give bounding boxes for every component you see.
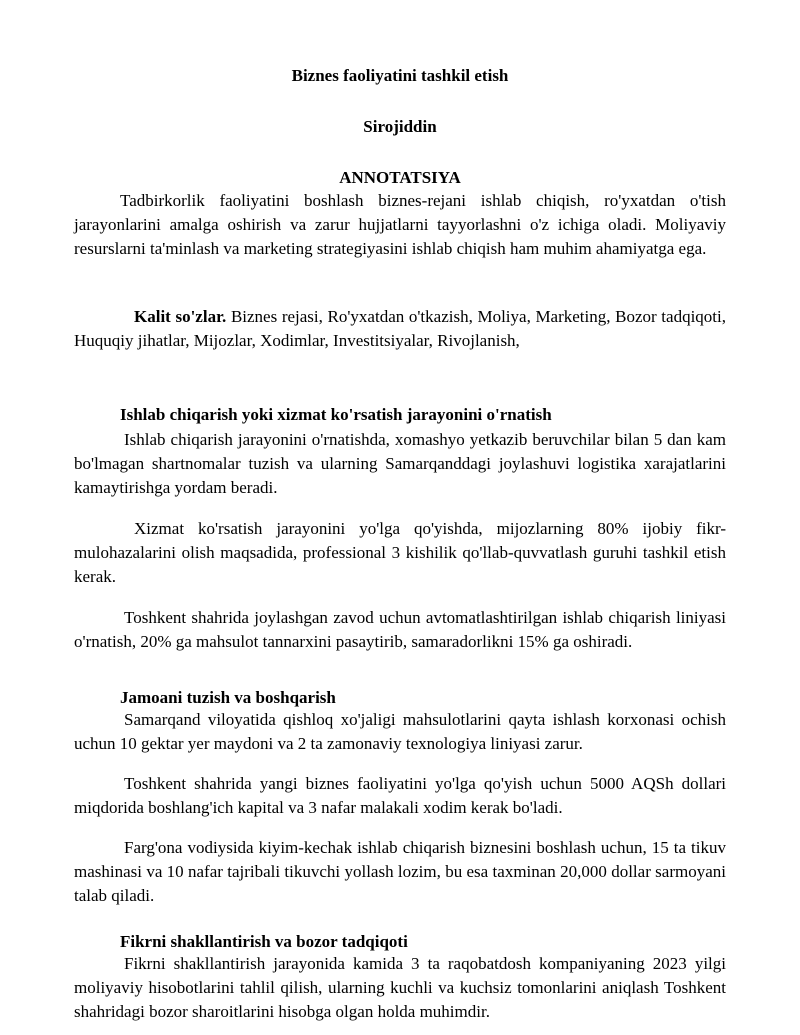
keywords-paragraph	[74, 305, 726, 353]
section-paragraph: Ishlab chiqarish jarayonini o'rnatishda, xomashyo yetkazib beruvchilar bilan 5 dan kam bo'lmagan shartnomalar tuzish va ularning Samarqanddagi joylashuvi logistika xarajatlarini kamaytirishga yordam beradi.	[74, 430, 726, 497]
section-paragraph: Toshkent shahrida yangi biznes faoliyatini yo'lga qo'yish uchun 5000 AQSh dollari miqdorida boshlang'ich kapital va 3 nafar malakali xodim kerak bo'ladi.	[74, 774, 726, 817]
section-paragraph: Xizmat ko'rsatish jarayonini yo'lga qo'yishda, mijozlarning 80% ijobiy fikr-mulohazalarini olish maqsadida, professional 3 kishilik qo'llab-quvvatlash guruhi tashkil etish kerak.	[74, 519, 726, 586]
abstract-paragraph: Tadbirkorlik faoliyatini boshlash biznes-rejani ishlab chiqish, ro'yxatdan o'tish jarayonlarini amalga oshirish va zarur hujjatlarni tayyorlashni o'z ichiga oladi. Moliyaviy resurslarni ta'minlash va marketing strategiyasini ishlab chiqish ham muhim ahamiyatga ega.	[74, 191, 726, 258]
author-name: Sirojiddin	[363, 117, 437, 136]
document-title: Biznes faoliyatini tashkil etish	[291, 66, 509, 85]
keywords-list: Biznes rejasi, Ro'yxatdan o'tkazish, Moliya, Marketing, Bozor tadqiqoti, Huquqiy jihatlar, Mijozlar, Xodimlar, Investitsiyalar, Rivojlanish,	[74, 307, 726, 350]
section-paragraph: Samarqand viloyatida qishloq xo'jaligi mahsulotlarini qayta ishlash korxonasi ochish uchun 10 gektar yer maydoni va 2 ta zamonaviy texnologiya liniyasi zarur.	[74, 710, 726, 753]
section-heading: Fikrni shakllantirish va bozor tadqiqoti	[120, 932, 408, 951]
section-paragraph: Farg'ona vodiysida kiyim-kechak ishlab chiqarish biznesini boshlash uchun, 15 ta tikuv mashinasi va 10 nafar tajribali tikuvchi yollash lozim, bu esa taxminan 20,000 dollar sarmoyani talab qiladi.	[74, 838, 726, 905]
keywords-label: Kalit so'zlar.	[134, 307, 227, 326]
abstract-heading: ANNOTATSIYA	[339, 168, 461, 187]
section-paragraph: Toshkent shahrida joylashgan zavod uchun avtomatlashtirilgan ishlab chiqarish liniyasi o'rnatish, 20% ga mahsulot tannarxini pasaytirib, samaradorlikni 15% ga oshiradi.	[74, 608, 726, 651]
section-heading: Ishlab chiqarish yoki xizmat ko'rsatish jarayonini o'rnatish	[120, 405, 552, 424]
section-heading: Jamoani tuzish va boshqarish	[120, 688, 336, 707]
section-paragraph: Fikrni shakllantirish jarayonida kamida 3 ta raqobatdosh kompaniyaning 2023 yilgi moliyaviy hisobotlarini tahlil qilish, ularning kuchli va kuchsiz tomonlarini aniqlash Toshkent shahridagi bozor sharoitlarini hisobga olgan holda muhimdir.	[74, 954, 726, 1021]
